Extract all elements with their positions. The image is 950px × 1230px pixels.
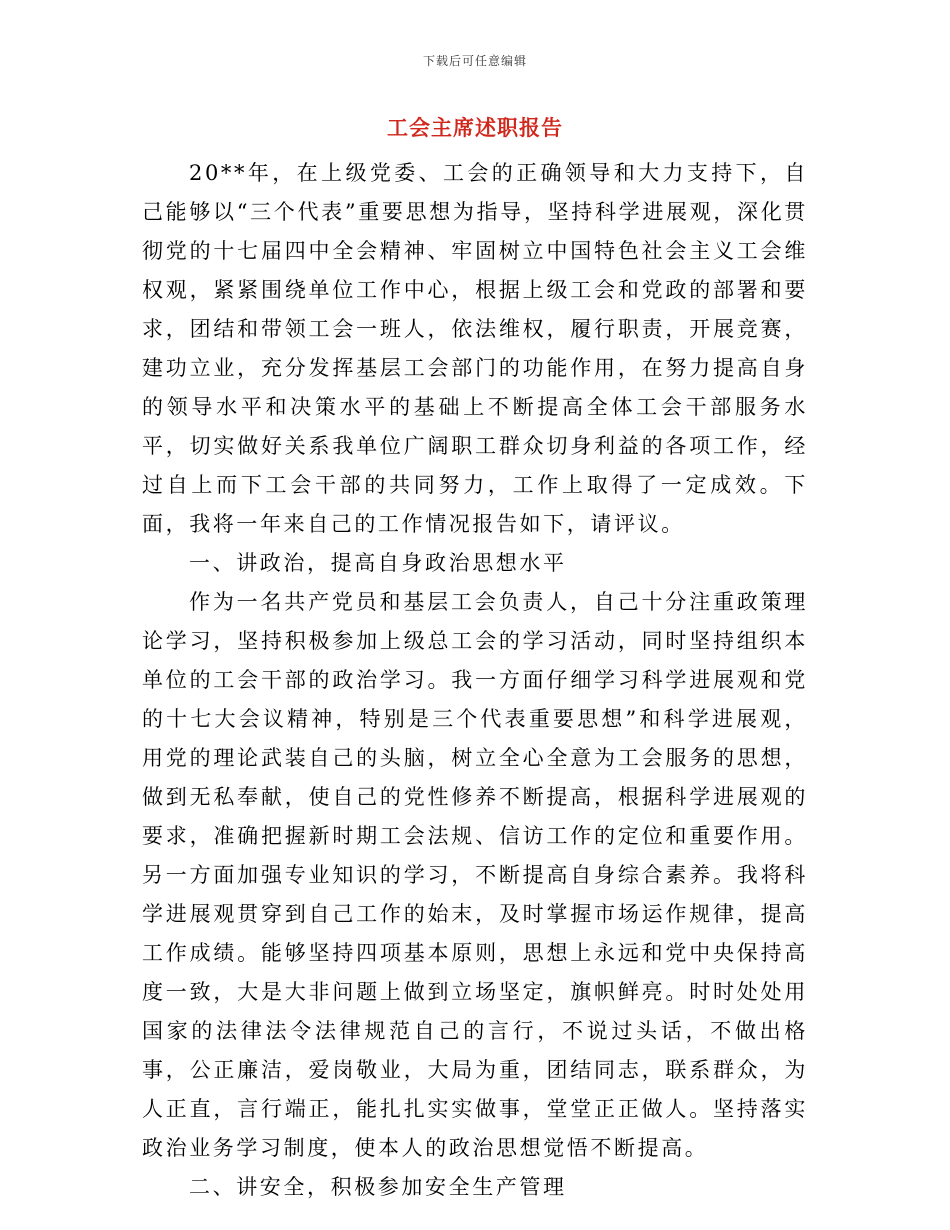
section-heading-2: 二、讲安全，积极参加安全生产管理	[189, 1175, 567, 1199]
paragraph-section-1: 作为一名共产党员和基层工会负责人，自己十分注重政策理论学习，坚持积极参加上级总工会的学习活动，同时坚持组织本单位的工会干部的政治学习。我一方面仔细学习科学进展观和党的十七大会议精神，特别是三个代表重要思想”和科学进展观，用党的理论武装自己的头脑，树立全心全意为工会服务的思想，做到无私奉献，使自己的党性修养不断提高，根据科学进展观的要求，准确把握新时期工会法规、信访工作的定位和重要作用。另一方面加强专业知识的学习，不断提高自身综合素养。我将科学进展观贯穿到自己工作的始末，及时掌握市场运作规律，提高工作成绩。能够坚持四项基本原则，思想上永远和党中央保持高度一致，大是大非问题上做到立场坚定，旗帜鲜亮。时时处处用国家的法律法令法律规范自己的言行，不说过头话，不做出格事，公正廉洁，爱岗敬业，大局为重，团结同志，联系群众，为人正直，言行端正，能扎扎实实做事，堂堂正正做人。坚持落实政治业务学习制度，使本人的政治思想觉悟不断提高。	[142, 590, 808, 1160]
document-body	[142, 154, 808, 1207]
paragraph-intro: 20**年，在上级党委、工会的正确领导和大力支持下，自己能够以“三个代表”重要思想为指导，坚持科学进展观，深化贯彻党的十七届四中全会精神、牢固树立中国特色社会主义工会维权观，紧紧围绕单位工作中心，根据上级工会和党政的部署和要求，团结和带领工会一班人，依法维权，履行职责，开展竞赛，建功立业，充分发挥基层工会部门的功能作用，在努力提高自身的领导水平和决策水平的基础上不断提高全体工会干部服务水平，切实做好关系我单位广阔职工群众切身利益的各项工作，经过自上而下工会干部的共同努力，工作上取得了一定成效。下面，我将一年来自己的工作情况报告如下，请评议。	[142, 161, 808, 536]
header-note: 下载后可任意编辑	[422, 54, 527, 68]
document-title: 工会主席述职报告	[387, 115, 563, 140]
section-heading-1: 一、讲政治，提高自身政治思想水平	[189, 551, 567, 575]
